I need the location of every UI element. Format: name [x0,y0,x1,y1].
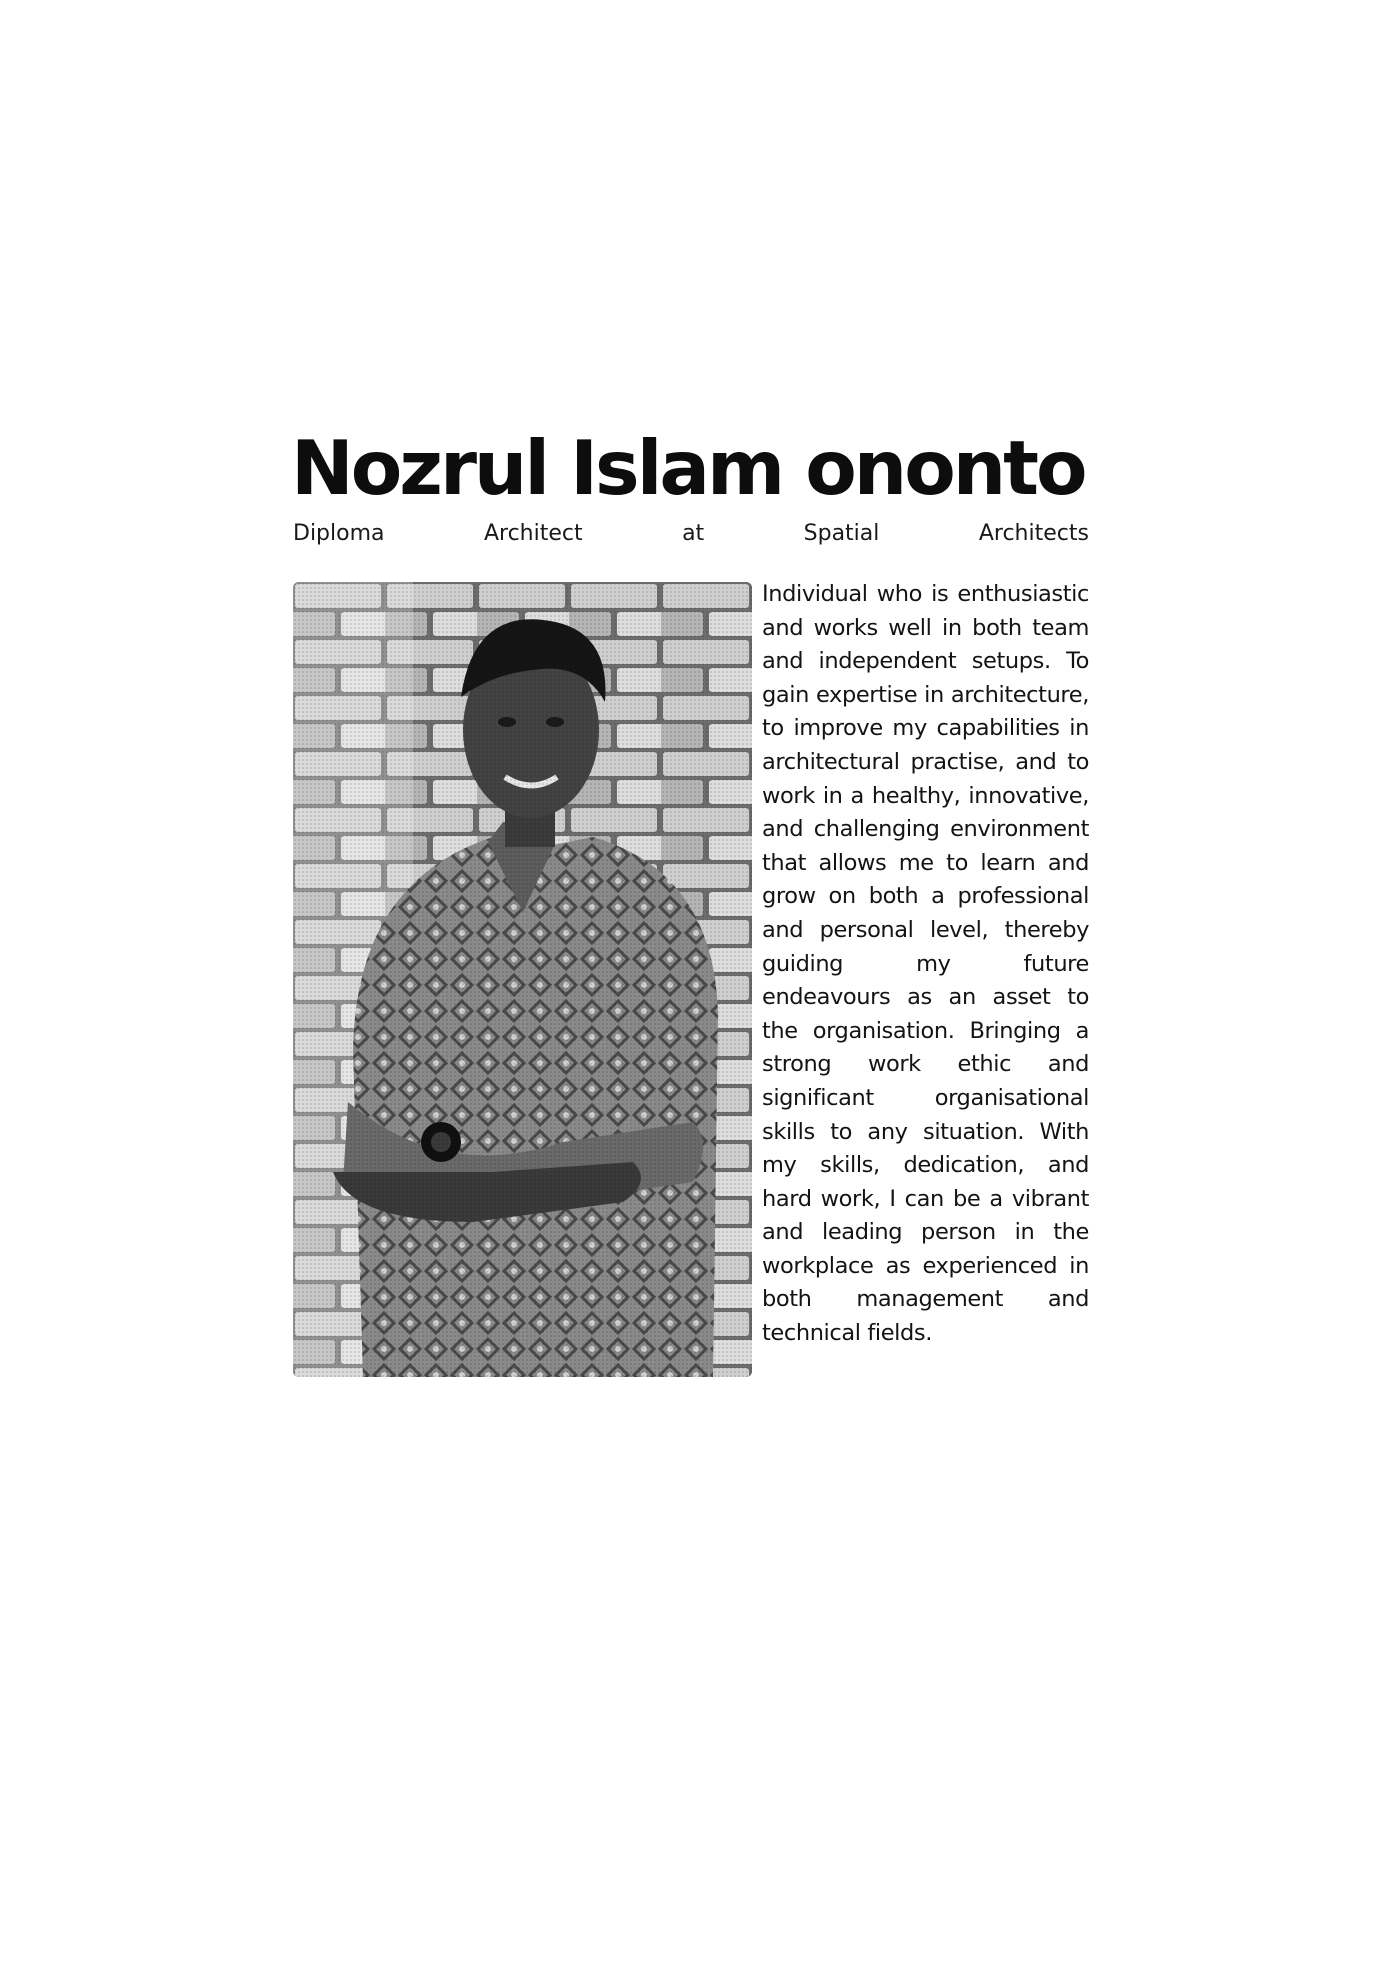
portrait-illustration [293,582,752,1377]
job-title-word: Architect [483,521,583,546]
job-title-word: Spatial [803,521,880,546]
bio-paragraph: Individual who is enthusiastic and works well in both team and independent setups. To gain expertise in architecture, to improve my capabilities in architectural practise, and to work in a healthy, innovative, and challenging environment that allows me to learn and grow on both a professional and personal level, thereby guiding my future endeavours as an asset to the organisation. Bringing a strong work ethic and significant organisational skills to any situation. With my skills, dedication, and hard work, I can be a vibrant and leading person in the workplace as experienced in both management and technical fields. [762,581,1089,1347]
job-title [293,519,1089,549]
portrait-photo [293,582,752,1377]
job-title-word: at [682,521,705,546]
job-title-word: Diploma [293,521,385,546]
page-title: Nozrul Islam ononto [291,424,1085,512]
job-title-word: Architects [978,521,1089,546]
